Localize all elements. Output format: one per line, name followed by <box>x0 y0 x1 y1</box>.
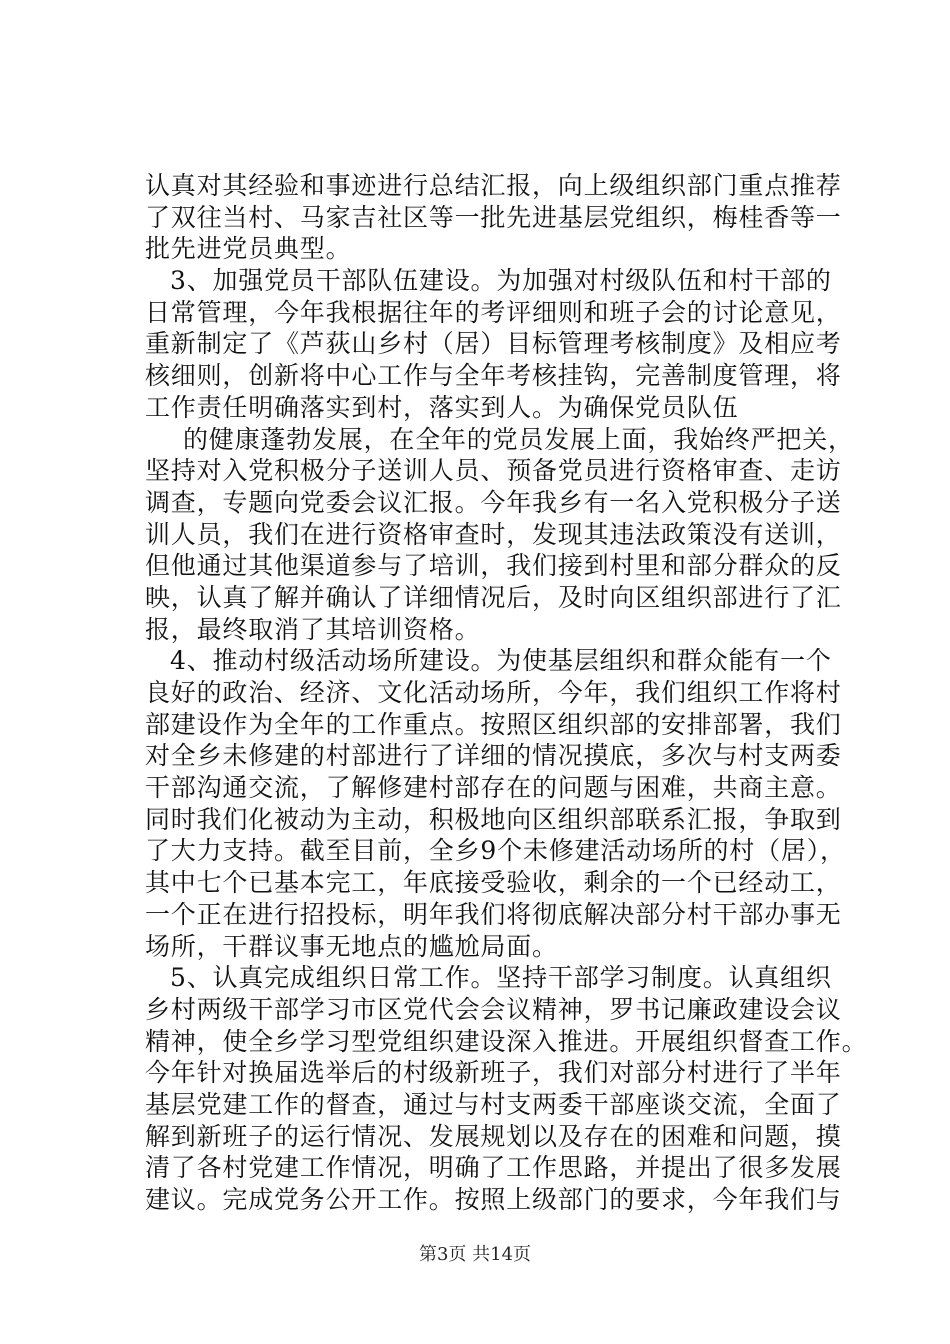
text-line: 坚持对入党积极分子送训人员、预备党员进行资格审查、走访 <box>145 456 842 486</box>
text-line: 认真对其经验和事迹进行总结汇报，向上级组织部门重点推荐 <box>145 171 842 200</box>
text-line: 日常管理，今年我根据往年的考评细则和班子会的讨论意见， <box>145 297 842 327</box>
text-line: 干部沟通交流，了解修建村部存在的问题与困难，共商主意。 <box>145 773 842 803</box>
text-line: 解到新班子的运行情况、发展规划以及存在的困难和问题，摸 <box>145 1121 842 1151</box>
text-line: 其中七个已基本完工，年底接受验收，剩余的一个已经动工， <box>145 868 842 898</box>
text-line: 今年针对换届选举后的村级新班子，我们对部分村进行了半年 <box>145 1058 842 1088</box>
text-line: 调查，专题向党委会议汇报。今年我乡有一名入党积极分子送 <box>145 487 842 517</box>
text-line: 了大力支持。截至目前，全乡9个未修建活动场所的村（居）， <box>145 836 846 866</box>
section-heading-line: 4、推动村级活动场所建设。为使基层组织和群众能有一个 <box>170 646 832 676</box>
section-heading-line: 3、加强党员干部队伍建设。为加强对村级队伍和村干部的 <box>170 266 832 296</box>
text-line: 部建设作为全年的工作重点。按照区组织部的安排部署，我们 <box>145 709 842 739</box>
page-number-footer: 第3页 共14页 <box>418 1244 532 1265</box>
text-line: 映，认真了解并确认了详细情况后，及时向区组织部进行了汇 <box>145 582 842 612</box>
text-line: 场所，干群议事无地点的尴尬局面。 <box>145 931 558 961</box>
text-line: 核细则，创新将中心工作与全年考核挂钩，完善制度管理，将 <box>145 361 842 391</box>
text-line: 精神，使全乡学习型党组织建设深入推进。开展组织督查工作。 <box>145 1026 868 1056</box>
text-line: 但他通过其他渠道参与了培训，我们接到村里和部分群众的反 <box>145 551 842 581</box>
text-line: 工作责任明确落实到村，落实到人。为确保党员队伍 <box>145 392 739 422</box>
text-line: 建议。完成党务公开工作。按照上级部门的要求，今年我们与 <box>145 1185 842 1214</box>
text-line: 重新制定了《芦荻山乡村（居）目标管理考核制度》及相应考 <box>145 329 842 359</box>
document-body <box>145 170 868 1216</box>
text-line: 同时我们化被动为主动，积极地向区组织部联系汇报，争取到 <box>145 804 842 834</box>
text-line: 训人员，我们在进行资格审查时，发现其违法政策没有送训， <box>145 519 842 549</box>
text-line: 的健康蓬勃发展，在全年的党员发展上面，我始终严把关， <box>183 424 854 454</box>
text-line: 对全乡未修建的村部进行了详细的情况摸底，多次与村支两委 <box>145 741 842 771</box>
text-line: 乡村两级干部学习市区党代会会议精神，罗书记廉政建设会议 <box>145 994 842 1024</box>
text-line: 良好的政治、经济、文化活动场所，今年，我们组织工作将村 <box>145 678 842 707</box>
section-heading-line: 5、认真完成组织日常工作。坚持干部学习制度。认真组织 <box>170 963 832 993</box>
text-line: 批先进党员典型。 <box>145 234 352 264</box>
text-line: 基层党建工作的督查，通过与村支两委干部座谈交流，全面了 <box>145 1089 842 1119</box>
text-line: 一个正在进行招投标，明年我们将彻底解决部分村干部办事无 <box>145 899 842 929</box>
text-line: 了双往当村、马家吉社区等一批先进基层党组织，梅桂香等一 <box>145 202 842 232</box>
text-line: 报，最终取消了其培训资格。 <box>145 614 481 644</box>
text-line: 清了各村党建工作情况，明确了工作思路，并提出了很多发展 <box>145 1153 842 1183</box>
